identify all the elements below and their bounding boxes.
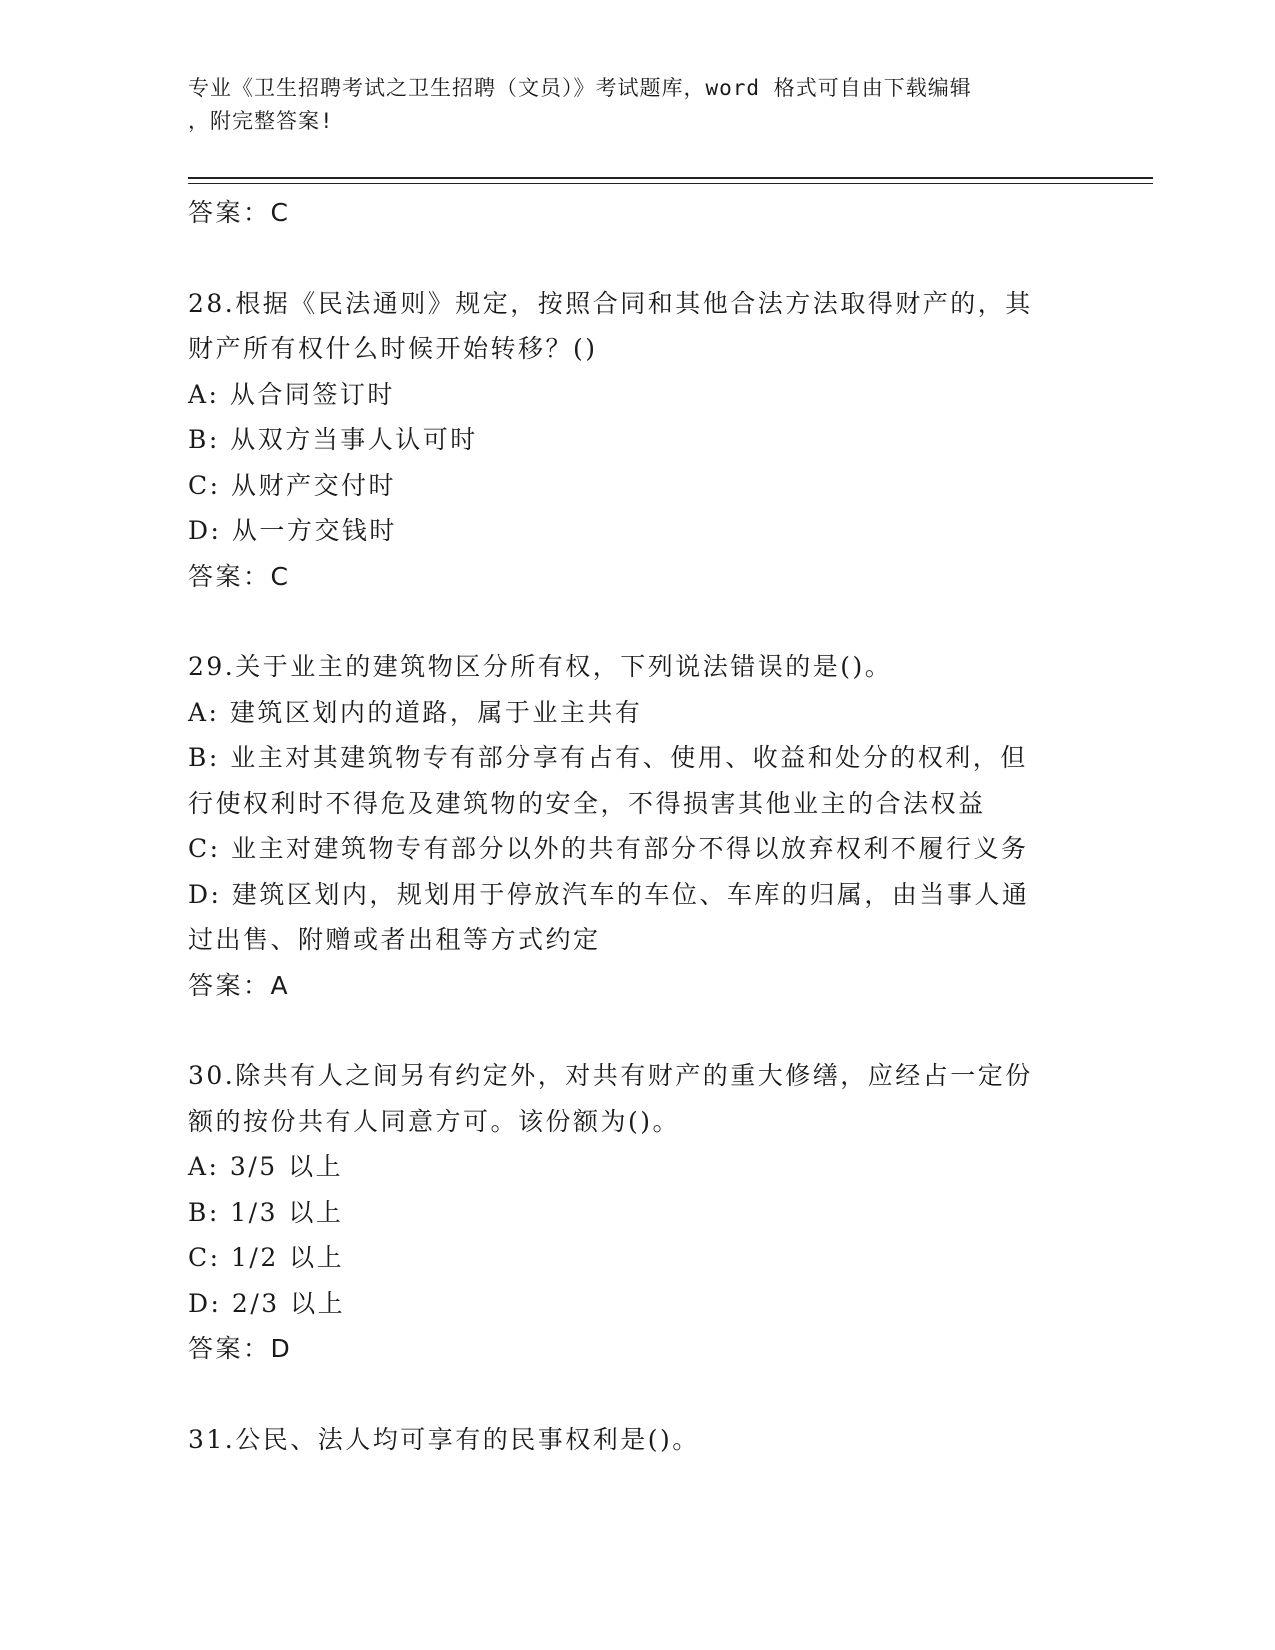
option-d: D: 2/3 以上 [188, 1288, 346, 1318]
header-rule-thick [188, 177, 1153, 179]
option-b: B: 业主对其建筑物专有部分享有占有、使用、收益和处分的权利，但 [188, 743, 1028, 772]
option-a: A: 建筑区划内的道路，属于业主共有 [188, 697, 643, 727]
document-body [188, 190, 1088, 1462]
option-d: D: 建筑区划内，规划用于停放汽车的车位、车库的归属，由当事人通 [188, 879, 1030, 909]
question-29 [188, 644, 1088, 1008]
answer-line: 答案：A [188, 970, 291, 1000]
option-d-continued: 过出售、附赠或者出租等方式约定 [188, 925, 601, 954]
header-rule-thin [188, 183, 1153, 184]
question-30 [188, 1053, 1088, 1372]
option-a: A: 3/5 以上 [188, 1152, 344, 1181]
option-b: B: 1/3 以上 [188, 1197, 344, 1227]
question-stem: 28.根据《民法通则》规定，按照合同和其他合法方法取得财产的，其 [188, 288, 1033, 318]
question-stem: 30.除共有人之间另有约定外，对共有财产的重大修缮，应经占一定份 [188, 1061, 1033, 1090]
question-stem: 额的按份共有人同意方可。该份额为()。 [188, 1106, 681, 1136]
option-c: C: 业主对建筑物专有部分以外的共有部分不得以放弃权利不履行义务 [188, 834, 1029, 863]
question-stem: 31.公民、法人均可享有的民事权利是()。 [188, 1424, 700, 1454]
header-line-1: 专业《卫生招聘考试之卫生招聘（文员）》考试题库，word 格式可自由下载编辑 [188, 76, 972, 100]
option-d: D: 从一方交钱时 [188, 516, 397, 545]
question-28 [188, 281, 1088, 600]
answer-line: 答案：D [188, 1334, 293, 1363]
question-31 [188, 1417, 1088, 1463]
option-c: C: 1/2 以上 [188, 1243, 345, 1272]
header-line-2: ，附完整答案! [188, 109, 334, 133]
answer-line: 答案：C [188, 561, 291, 591]
option-c: C: 从财产交付时 [188, 470, 396, 500]
question-stem: 财产所有权什么时候开始转移？() [188, 334, 598, 363]
answer-line: 答案：C [188, 198, 291, 227]
question-stem: 29.关于业主的建筑物区分所有权，下列说法错误的是()。 [188, 652, 893, 681]
option-b-continued: 行使权利时不得危及建筑物的安全，不得损害其他业主的合法权益 [188, 788, 986, 818]
document-header [188, 72, 1068, 138]
option-b: B: 从双方当事人认可时 [188, 425, 478, 454]
option-a: A: 从合同签订时 [188, 379, 395, 409]
